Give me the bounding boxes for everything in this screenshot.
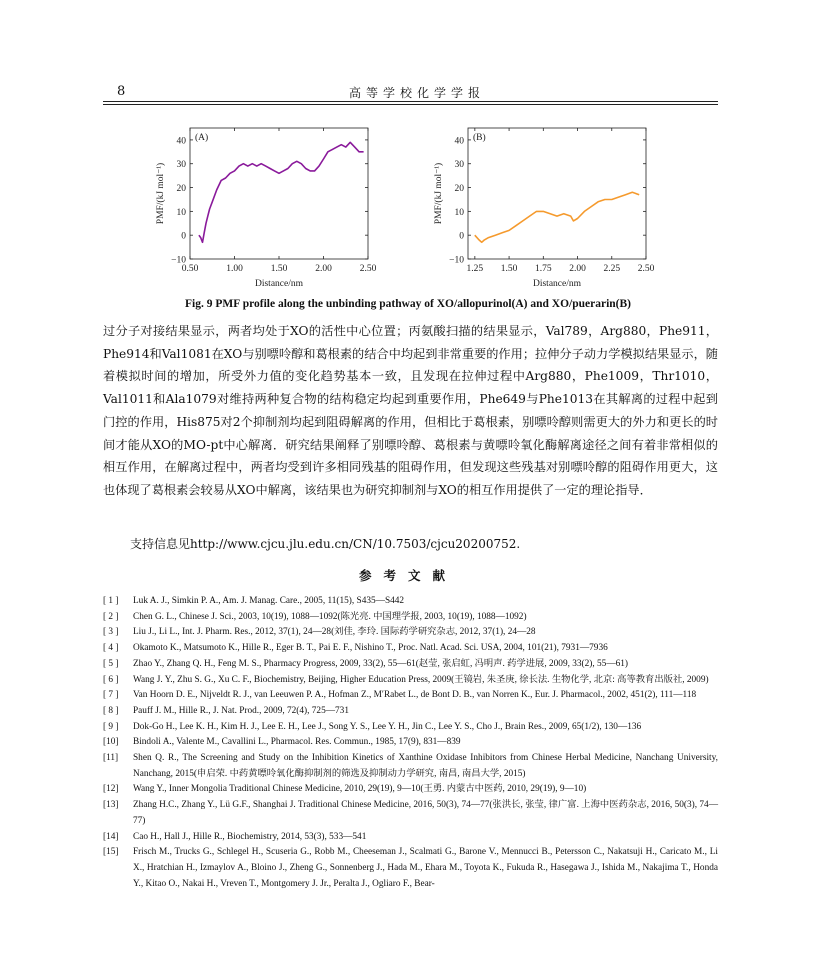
pmf-series-line <box>475 192 639 242</box>
reference-text: Luk A. J., Simkin P. A., Am. J. Manag. Care., 2005, 11(15), S435—S442 <box>133 596 405 606</box>
support-info: 支持信息见http://www.cjcu.jlu.edu.cn/CN/10.7503/cjcu20200752. <box>130 537 521 551</box>
x-axis-label: Distance/nm <box>254 279 304 289</box>
y-tick-label: 30 <box>176 160 186 171</box>
reference-text: Wang Y., Inner Mongolia Traditional Chinese Medicine, 2010, 29(19), 9—10(王勇. 内蒙古中医药, 2010, 29(19), 9—10) <box>133 784 587 795</box>
reference-list <box>103 594 721 892</box>
reference-number: [ 3 ] <box>103 627 119 638</box>
reference-item <box>103 845 721 892</box>
reference-item <box>103 657 718 673</box>
reference-item <box>103 641 718 657</box>
journal-title: 高等学校化学学报 <box>348 86 485 100</box>
y-tick-label: 10 <box>454 207 464 218</box>
x-axis-label: Distance/nm <box>532 279 582 289</box>
x-tick-label: 1.00 <box>226 264 243 274</box>
x-tick-label: 2.25 <box>603 264 621 274</box>
reference-text: Zhang H.C., Zhang Y., Lü G.F., Shanghai J. Traditional Chinese Medicine, 2016, 50(3), 74—77(张洪长, 张莹, 律广富. 上海中医药杂志, 2016, 50(3), 74—77) <box>133 800 718 826</box>
y-tick-label: 20 <box>454 184 464 195</box>
x-tick-label: 2.50 <box>359 264 377 274</box>
plot-area <box>155 128 377 289</box>
y-tick-label: 0 <box>181 231 186 242</box>
reference-text: Zhao Y., Zhang Q. H., Feng M. S., Pharmacy Progress, 2009, 33(2), 55—61(赵莹, 张启虹, 冯明声. 药学进展, 2009, 33(2), 55—61) <box>133 658 629 669</box>
plot-area <box>433 128 655 289</box>
panel-label: (B) <box>473 133 486 143</box>
paragraph: 过分子对接结果显示，两者均处于XO的活性中心位置；丙氨酸扫描的结果显示，Val789，Arg880，Phe911，Phe914和Val1081在XO与别嘌呤醇和葛根素的结合中均起到非常重要的作用；拉伸分子动力学模拟结果显示，随着模拟时间的增加，所受外力值的变化趋势基本一致，且发现在拉伸过程中Arg880，Phe1009，Thr1010，Val1011和Ala1079对维持两种复合物的结构稳定均起到重要作用，Phe649与Phe1013在其解离的过程中起到门控的作用，His875对2个抑制剂均起到阻碍解离的作用，但相比于葛根素，别嘌呤醇则需更大的外力和更长的时间才能从XO的MO-pt中心解离．研究结果阐释了别嘌呤醇、葛根素与黄嘌呤氧化酶解离途径之间有着非常相似的相互作用，在解离过程中，两者均受到许多相同残基的阻碍作用，但发现这些残基对别嘌呤醇的阻碍作用更大，这也体现了葛根素会较易从XO中解离，该结果也为研究抑制剂与XO的相互作用提供了一定的理论指导． <box>103 324 718 497</box>
y-tick-label: 30 <box>454 160 464 171</box>
reference-item <box>103 594 718 610</box>
reference-number: [10] <box>103 737 119 748</box>
x-tick-label: 1.25 <box>466 264 484 274</box>
page-number: 8 <box>117 84 126 99</box>
y-axis-label: PMF/(kJ mol⁻¹) <box>434 162 444 225</box>
reference-text: Liu J., Li L., Int. J. Pharm. Res., 2012, 37(1), 24—28(刘佳, 李玲. 国际药学研究杂志, 2012, 37(1), 24—28 <box>133 627 536 638</box>
references-heading: 参考文献 <box>358 568 457 583</box>
reference-text: Chen G. L., Chinese J. Sci., 2003, 10(19), 1088—1092(陈光亮. 中国理学报, 2003, 10(19), 1088—1092) <box>133 611 527 622</box>
x-tick-label: 2.00 <box>315 264 332 274</box>
reference-number: [ 2 ] <box>103 611 119 622</box>
reference-number: [ 7 ] <box>103 690 119 701</box>
y-axis-label: PMF/(kJ mol⁻¹) <box>156 162 166 225</box>
reference-number: [ 5 ] <box>103 658 119 669</box>
plot-frame <box>190 128 368 259</box>
reference-item <box>103 798 718 829</box>
reference-item <box>103 720 718 736</box>
y-tick-label: −10 <box>171 255 186 266</box>
reference-text: Frisch M., Trucks G., Schlegel H., Scuseria G., Robb M., Cheeseman J., Scalmati G., Barone V., Mennucci B., Petersson C., Nakatsuji H., Caricato M., Li X., Hratchian H., Izmaylov A., Bloino J., Zheng G., Sonnenberg J., Hada M., Ehara M., Toyota K., Fukuda R., Hasegawa J., Ishida M., Nakajima T., Honda Y., Kitao O., Nakai H., Vreven T., Montgomery J. Jr., Peralta J., Ogliaro F., Bear- <box>133 847 721 889</box>
reference-number: [14] <box>103 831 119 842</box>
y-tick-label: 40 <box>176 136 186 147</box>
reference-text: Bindoli A., Valente M., Cavallini L., Pharmacol. Res. Commun., 1985, 17(9), 831—839 <box>133 737 461 748</box>
reference-text: Cao H., Hall J., Hille R., Biochemistry, 2014, 53(3), 533—541 <box>133 831 367 842</box>
reference-number: [ 8 ] <box>103 705 119 716</box>
x-tick-label: 1.75 <box>534 264 552 274</box>
reference-item <box>103 625 718 641</box>
header-rule <box>103 101 718 102</box>
panel-label: (A) <box>195 133 209 143</box>
reference-item <box>103 688 718 704</box>
reference-item <box>103 673 718 689</box>
body-text <box>103 320 718 502</box>
y-tick-label: 0 <box>459 231 464 242</box>
reference-item <box>103 782 718 798</box>
pmf-plot-puerarin <box>433 124 673 296</box>
x-tick-label: 1.50 <box>500 264 518 274</box>
reference-item <box>103 610 718 626</box>
reference-number: [13] <box>103 800 119 811</box>
pmf-plot-allopurinol <box>155 124 395 296</box>
reference-text: Van Hoorn D. E., Nijveldt R. J., van Leeuwen P. A., Hofman Z., M′Rabet L., de Bont D. B., van Norren K., Eur. J. Pharmacol., 2002, 451(2), 111—118 <box>133 690 697 701</box>
x-tick-label: 1.50 <box>270 264 288 274</box>
reference-text: Dok-Go H., Lee K. H., Kim H. J., Lee E. H., Lee J., Song Y. S., Lee Y. H., Jin C., Lee Y. S., Cho J., Brain Res., 2009, 65(1/2), 130—136 <box>133 721 642 732</box>
reference-number: [12] <box>103 784 119 795</box>
y-tick-label: 20 <box>176 184 186 195</box>
figure-caption: Fig. 9 PMF profile along the unbinding pathway of XO/allopurinol(A) and XO/puerarin(B) <box>185 298 631 310</box>
reference-item <box>103 830 718 846</box>
reference-number: [ 6 ] <box>103 674 119 685</box>
pmf-series-line <box>199 142 364 242</box>
y-tick-label: −10 <box>449 255 464 266</box>
reference-number: [ 1 ] <box>103 596 119 606</box>
header-rule-thin <box>103 104 718 105</box>
reference-text: Okamoto K., Matsumoto K., Hille R., Eger B. T., Pai E. F., Nishino T., Proc. Natl. Acad. Sci. USA, 2004, 101(21), 7931—7936 <box>133 643 608 654</box>
reference-number: [15] <box>103 847 119 858</box>
reference-number: [ 4 ] <box>103 643 119 654</box>
reference-text: Shen Q. R., The Screening and Study on the Inhibition Kinetics of Xanthine Oxidase Inhibitors from Chinese Herbal Medicine, Nanchang University, Nanchang, 2015(申启荣. 中药黄嘌呤氧化酶抑制剂的筛选及抑制动力学研究, 南昌, 南昌大学, 2015) <box>133 753 721 779</box>
reference-number: [ 9 ] <box>103 721 119 732</box>
y-tick-label: 40 <box>454 136 464 147</box>
reference-item <box>103 704 718 720</box>
reference-item <box>103 751 721 782</box>
reference-item <box>103 735 718 751</box>
x-tick-label: 2.50 <box>637 264 655 274</box>
reference-number: [11] <box>103 753 119 764</box>
plot-frame <box>468 128 646 259</box>
x-tick-label: 2.00 <box>569 264 586 274</box>
reference-text: Wang J. Y., Zhu S. G., Xu C. F., Biochemistry, Beijing, Higher Education Press, 2009(王镜岩, 朱圣庚, 徐长法. 生物化学, 北京: 高等教育出版社, 2009) <box>133 674 709 685</box>
y-tick-label: 10 <box>176 207 186 218</box>
reference-text: Pauff J. M., Hille R., J. Nat. Prod., 2009, 72(4), 725—731 <box>133 705 349 716</box>
x-tick-label: 0.50 <box>181 264 199 274</box>
